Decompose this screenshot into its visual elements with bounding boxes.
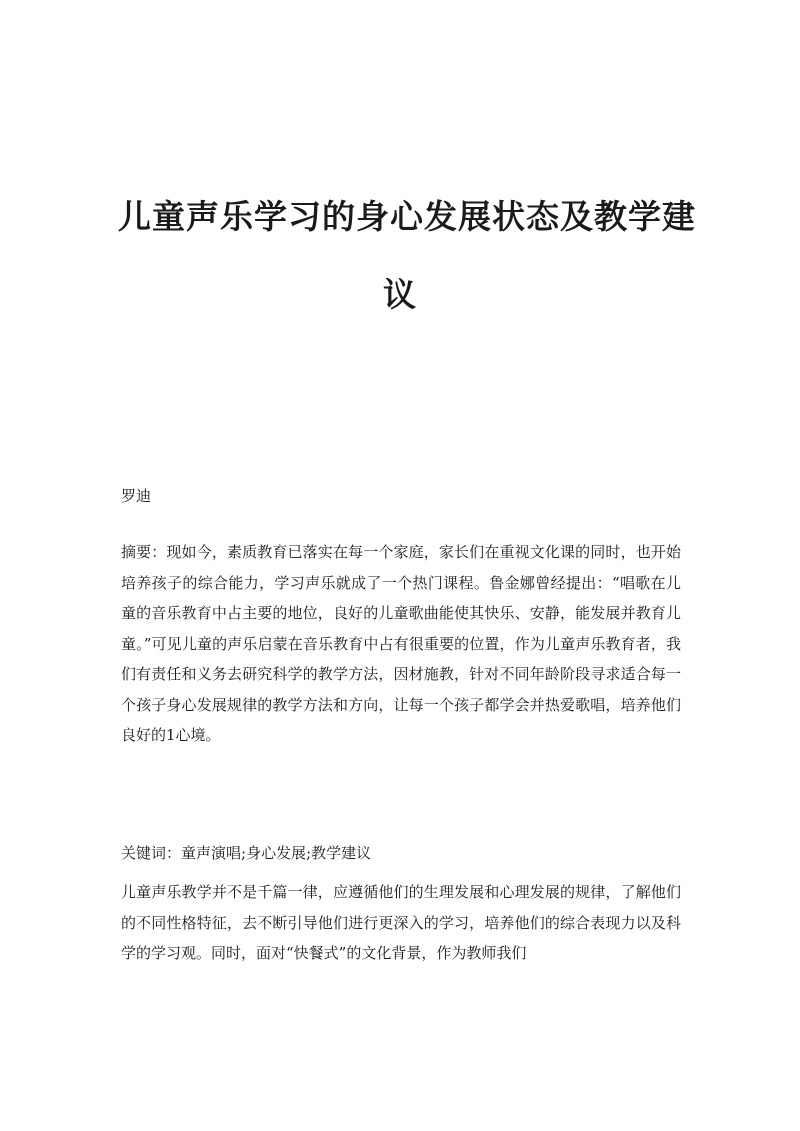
abstract-text: 现如今，素质教育已落实在每一个家庭，家长们在重视文化课的同时，也开始培养孩子的综合能力，学习声乐就成了一个热门课程。鲁金娜曾经提出：“唱歌在儿童的音乐教育中占主要的地位，良好的儿童歌曲能使其快乐、安静，能发展并教育儿童。”可见儿童的声乐启蒙在音乐教育中占有很重要的位置，作为儿童声乐教育者，我们有责任和义务去研究科学的教学方法，因材施教，针对不同年龄阶段寻求适合每一个孩子身心发展规律的教学方法和方向，让每一个孩子都学会并热爱歌唱，培养他们良好的1心境。 [121, 543, 681, 744]
abstract-paragraph [121, 537, 681, 751]
keywords-label: 关键词： [121, 844, 182, 862]
abstract-label: 摘要： [121, 543, 167, 561]
document-title [118, 178, 696, 334]
title-line-1: 儿童声乐学习的身心发展状态及教学建 [118, 197, 696, 236]
author-name: 罗迪 [121, 487, 152, 505]
body-paragraph: 儿童声乐教学并不是千篇一律，应遵循他们的生理发展和心理发展的规律，了解他们的不同性格特征，去不断引导他们进行更深入的学习，培养他们的综合表现力以及科学的学习观。同时，面对“快餐式”的文化背景，作为教师我们 [121, 883, 681, 962]
keywords-paragraph [121, 838, 681, 869]
title-line-2: 议 [383, 275, 417, 314]
keywords-text: 童声演唱;身心发展;教学建议 [181, 844, 372, 862]
